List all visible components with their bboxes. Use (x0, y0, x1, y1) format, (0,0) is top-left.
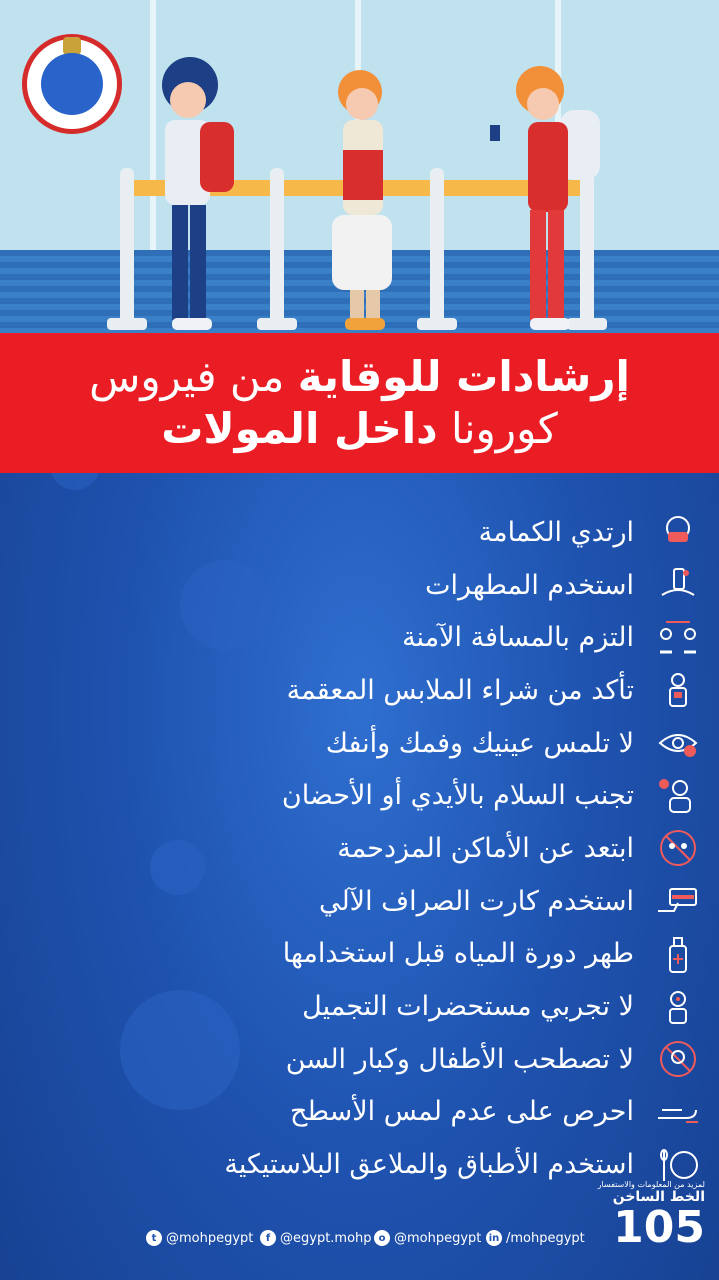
no-cosmetics-icon (656, 987, 700, 1027)
instagram-icon: o (374, 1230, 390, 1246)
no-handshake-icon (656, 776, 700, 816)
no-touch-face-icon (656, 723, 700, 763)
tip-item (30, 611, 700, 664)
linkedin-icon: in (486, 1230, 502, 1246)
title-band (0, 333, 719, 473)
hotline-number: 105 (613, 1202, 705, 1253)
social-handle: /mohpegypt (506, 1230, 585, 1246)
title-line-1 (89, 351, 630, 403)
tips-list (30, 506, 700, 1191)
tip-item (30, 1033, 700, 1086)
social-instagram[interactable] (374, 1230, 481, 1246)
title-line-2-bold: داخل المولات (161, 404, 438, 453)
title-line-2 (161, 403, 558, 455)
title-line-1-rest: من فيروس (89, 352, 285, 401)
hotline-label: الخط الساخن (612, 1189, 705, 1205)
tip-text: تأكد من شراء الملابس المعقمة (286, 674, 634, 706)
plastic-utensils-icon (656, 1145, 700, 1185)
facebook-icon: f (260, 1230, 276, 1246)
tip-text: ابتعد عن الأماكن المزدحمة (337, 832, 634, 864)
twitter-icon: t (146, 1230, 162, 1246)
tip-item (30, 506, 700, 559)
tip-text: التزم بالمسافة الآمنة (402, 622, 634, 654)
tip-item (30, 559, 700, 612)
shopping-person-icon (656, 670, 700, 710)
disinfectant-bottle-icon (656, 934, 700, 974)
no-children-elderly-icon (656, 1039, 700, 1079)
ministry-of-health-logo (22, 34, 122, 134)
hotline (598, 1180, 705, 1251)
social-handle: @egypt.mohp (280, 1230, 372, 1246)
title-line-2-rest: كورونا (451, 404, 558, 453)
social-twitter[interactable] (146, 1230, 253, 1246)
tip-text: استخدم الأطباق والملاعق البلاستيكية (224, 1149, 634, 1181)
social-facebook[interactable] (260, 1230, 372, 1246)
tip-item (30, 928, 700, 981)
tip-item (30, 717, 700, 770)
social-handle: @mohpegypt (394, 1230, 482, 1246)
tip-text: ارتدي الكمامة (478, 516, 634, 548)
social-handle: @mohpegypt (166, 1230, 254, 1246)
face-mask-icon (656, 512, 700, 552)
footer (0, 1180, 719, 1280)
tip-item (30, 875, 700, 928)
tip-text: تجنب السلام بالأيدي أو الأحضان (281, 780, 634, 812)
mall-queue-illustration (0, 0, 719, 340)
social-linkedin[interactable] (486, 1230, 585, 1246)
tip-item (30, 1086, 700, 1139)
tip-text: لا تجربي مستحضرات التجميل (302, 991, 634, 1023)
tip-item (30, 664, 700, 717)
social-distance-icon (656, 618, 700, 658)
tip-text: احرص على عدم لمس الأسطح (290, 1096, 634, 1128)
tip-text: استخدم كارت الصراف الآلي (318, 885, 634, 917)
tip-item (30, 769, 700, 822)
atm-card-icon (656, 881, 700, 921)
tip-text: لا تصطحب الأطفال وكبار السن (285, 1043, 634, 1075)
no-touch-surface-icon (656, 1092, 700, 1132)
sanitizer-hands-icon (656, 565, 700, 605)
tip-text: استخدم المطهرات (425, 569, 634, 601)
title-line-1-bold: إرشادات للوقاية (297, 352, 630, 401)
hotline-note: لمزيد من المعلومات والاستفسار (597, 1180, 705, 1189)
tip-item (30, 980, 700, 1033)
family-emblem-icon (41, 53, 103, 115)
tip-text: لا تلمس عينيك وفمك وأنفك (325, 727, 634, 759)
tip-item (30, 822, 700, 875)
tip-text: طهر دورة المياه قبل استخدامها (282, 938, 634, 970)
avoid-crowd-icon (656, 828, 700, 868)
